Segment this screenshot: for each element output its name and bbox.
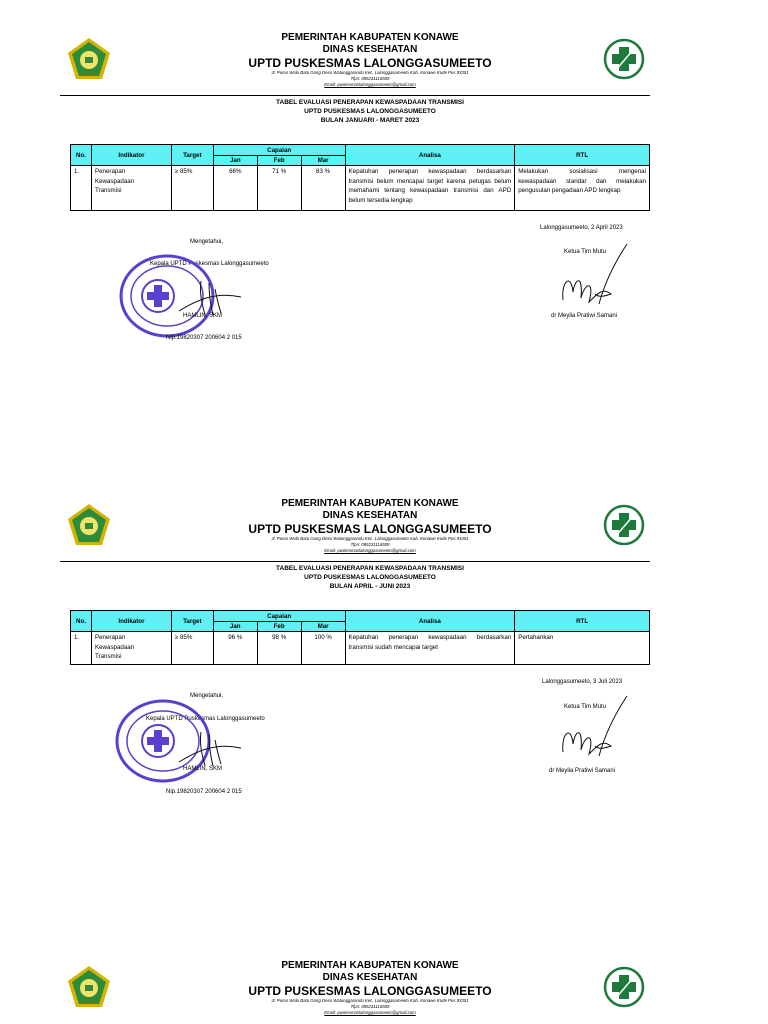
phone: Tlpn: 085231116509 (350, 76, 390, 81)
cell-target: ≥ 85% (171, 632, 213, 665)
phone: Tlpn: 085231116509 (350, 1004, 390, 1009)
evaluation-table (70, 144, 650, 211)
cell-value-3: 83 % (301, 166, 345, 211)
konawe-emblem-icon (66, 502, 112, 548)
indikator-line: Transmisi (94, 187, 122, 194)
title-line-3: BULAN APRIL - JUNI 2023 (329, 583, 411, 590)
col-target: Target (171, 611, 213, 632)
gov-name: PEMERINTAH KABUPATEN KONAWE (281, 960, 459, 971)
address: Jl. Poros Wolo Batu Gong Desa Watunggarandu Kec. Lalonggasumeeto Kab. Konawe Kode Pos 93351 (271, 998, 469, 1003)
col-month-1: Jan (213, 156, 257, 166)
col-no: No. (71, 145, 92, 166)
evaluation-table (70, 610, 650, 665)
col-analisa: Analisa (345, 145, 515, 166)
unit-name: UPTD PUSKESMAS LALONGGASUMEETO (248, 522, 492, 536)
cell-indikator (91, 166, 171, 211)
title-line-1: TABEL EVALUASI PENERAPAN KEWASPADAAN TRANSMISI (276, 565, 464, 572)
cell-value-2: 71 % (257, 166, 301, 211)
col-indikator: Indikator (91, 611, 171, 632)
puskesmas-logo-icon (603, 966, 645, 1008)
letterhead (240, 498, 500, 554)
konawe-emblem-icon (66, 964, 112, 1010)
letterhead (240, 32, 500, 88)
cell-rtl: Pertahankan (515, 632, 650, 665)
col-no: No. (71, 611, 92, 632)
place-date: Lalonggasumeeto, 3 Juli 2023 (542, 679, 623, 685)
email: Email: puskesmaslalonggasumeeto@gmail.com (324, 548, 416, 553)
ketua-signature-icon (555, 694, 635, 764)
kepala-title: Kepala UPTD Puskesmas Lalonggasumeeto (150, 261, 269, 267)
kepala-name: HAMLIN, SKM (183, 766, 223, 772)
address: Jl. Poros Wolo Batu Gong Desa Watunggarandu Kec. Lalonggasumeeto Kab. Konawe Kode Pos 93351 (271, 536, 469, 541)
kepala-signature-icon (175, 722, 245, 772)
place-date: Lalonggasumeeto, 2 April 2023 (540, 225, 623, 231)
table-title (200, 98, 540, 125)
ketua-name: dr Meylia Pratiwi Samani (549, 768, 616, 774)
header-rule (60, 561, 650, 562)
cell-indikator (91, 632, 171, 665)
puskesmas-logo-icon (603, 504, 645, 546)
dept-name: DINAS KESEHATAN (322, 972, 418, 983)
title-line-3: BULAN JANUARI - MARET 2023 (320, 117, 420, 124)
title-line-2: UPTD PUSKESMAS LALONGGASUMEETO (304, 574, 436, 581)
col-rtl: RTL (515, 145, 650, 166)
col-month-3: Mar (301, 156, 345, 166)
indikator-line: Kewaspadaan (94, 643, 135, 651)
unit-name: UPTD PUSKESMAS LALONGGASUMEETO (248, 56, 492, 70)
dept-name: DINAS KESEHATAN (322, 44, 418, 55)
table-title (200, 564, 540, 591)
dept-name: DINAS KESEHATAN (322, 510, 418, 521)
email: Email: puskesmaslalonggasumeeto@gmail.com (324, 1010, 416, 1015)
indikator-line: Penerapan (94, 168, 126, 175)
indikator-line: Kewaspadaan (94, 177, 135, 185)
cell-value-2: 98 % (257, 632, 301, 665)
col-indikator: Indikator (91, 145, 171, 166)
ketua-name: dr Meylia Pratiwi Samani (551, 313, 618, 319)
ketua-title: Ketua Tim Mutu (564, 704, 607, 710)
table-row (71, 632, 650, 665)
cell-value-1: 66% (213, 166, 257, 211)
indikator-line: Transmisi (94, 653, 122, 660)
title-line-1: TABEL EVALUASI PENERAPAN KEWASPADAAN TRANSMISI (276, 99, 464, 106)
mengetahui: Mengetahui, (190, 693, 224, 699)
puskesmas-logo-icon (603, 38, 645, 80)
address: Jl. Poros Wolo Batu Gong Desa Watunggarandu Kec. Lalonggasumeeto Kab. Konawe Kode Pos 93351 (271, 70, 469, 75)
kepala-nip: Nip.19820307 200604 2 015 (166, 335, 242, 341)
cell-no: 1. (71, 166, 92, 211)
cell-analisa: Kepatuhan penerapan kewaspadaan berdasarkan transmisi belum mencapai target karena petugas belum memahami tentang kewaspadaan transmisi dan APD belum tersedia lengkap (345, 166, 515, 211)
mengetahui: Mengetahui, (190, 239, 224, 245)
col-target: Target (171, 145, 213, 166)
col-analisa: Analisa (345, 611, 515, 632)
cell-analisa: Kepatuhan penerapan kewaspadaan berdasarkan transmisi sudah mencapai target (345, 632, 515, 665)
phone: Tlpn: 085231116509 (350, 542, 390, 547)
col-month-2: Feb (257, 622, 301, 632)
title-line-2: UPTD PUSKESMAS LALONGGASUMEETO (304, 108, 436, 115)
col-month-3: Mar (301, 622, 345, 632)
gov-name: PEMERINTAH KABUPATEN KONAWE (281, 32, 459, 43)
kepala-name: HAMLIN, SKM (183, 313, 223, 319)
cell-value-3: 100 % (301, 632, 345, 665)
konawe-emblem-icon (66, 36, 112, 82)
ketua-title: Ketua Tim Mutu (564, 249, 607, 255)
kepala-title: Kepala UPTD Puskesmas Lalonggasumeeto (146, 716, 265, 722)
letterhead (240, 960, 500, 1016)
cell-rtl: Melakukan sosialisasi mengenai kewaspadaan standar dan melakukan pengusulan pengadaan APD lengkap (515, 166, 650, 211)
document-page-2 (0, 494, 768, 824)
unit-name: UPTD PUSKESMAS LALONGGASUMEETO (248, 984, 492, 998)
document-page-3 (0, 956, 768, 1024)
col-capaian: Capaian (213, 145, 345, 156)
col-month-1: Jan (213, 622, 257, 632)
col-capaian: Capaian (213, 611, 345, 622)
header-rule (60, 95, 650, 96)
email: Email: puskesmaslalonggasumeeto@gmail.com (324, 82, 416, 87)
cell-no: 1. (71, 632, 92, 665)
cell-target: ≥ 85% (171, 166, 213, 211)
indikator-line: Penerapan (94, 634, 126, 641)
document-page-1 (0, 28, 768, 358)
table-row (71, 166, 650, 211)
col-rtl: RTL (515, 611, 650, 632)
ketua-signature-icon (555, 242, 635, 312)
cell-value-1: 96 % (213, 632, 257, 665)
kepala-nip: Nip.19820307 200604 2 015 (166, 789, 242, 795)
gov-name: PEMERINTAH KABUPATEN KONAWE (281, 498, 459, 509)
col-month-2: Feb (257, 156, 301, 166)
